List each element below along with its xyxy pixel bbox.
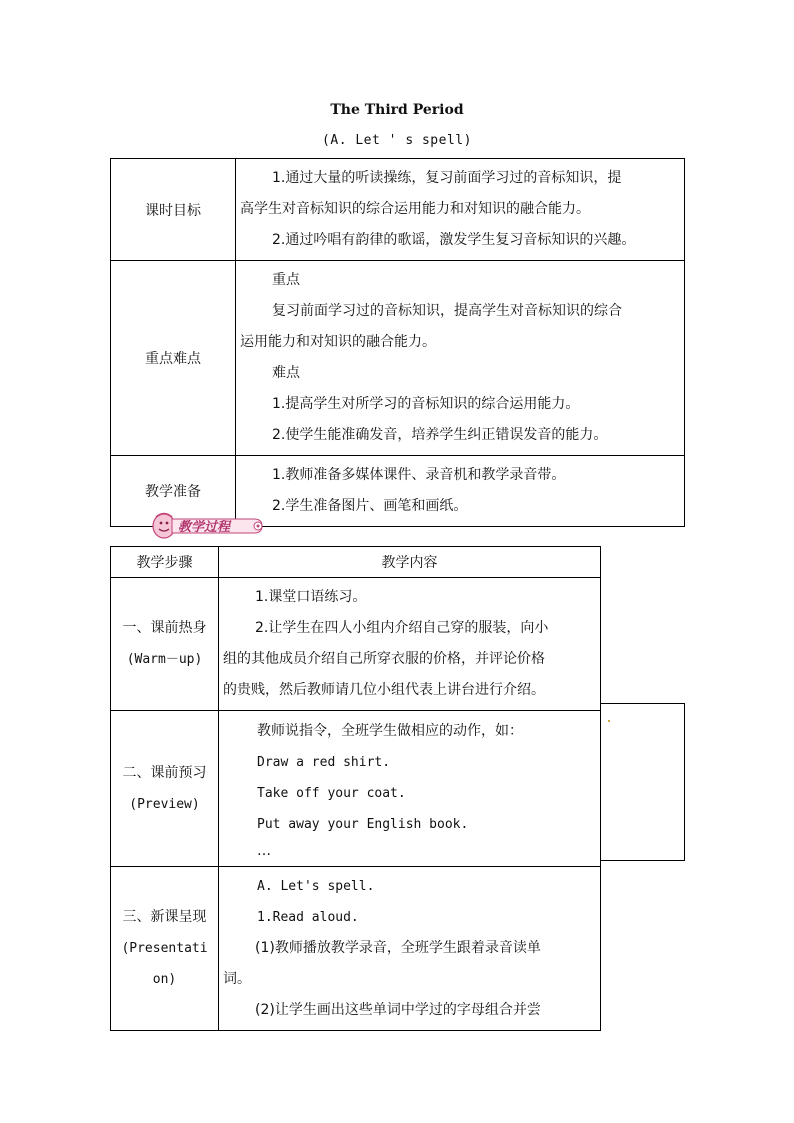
teaching-process-table [110,546,601,1031]
row-content-preparation [236,456,685,527]
content-line: 2.让学生在四人小组内介绍自己穿的服装，向小 [255,620,549,636]
row-label-preview [111,711,219,867]
content-line: 重点 [272,272,300,288]
table-row [111,867,601,1031]
lesson-overview-table [110,158,685,527]
content-line: 1.课堂口语练习。 [255,589,367,605]
content-line: 2.学生准备图片、画笔和画纸。 [272,498,468,514]
teaching-process-logo [150,511,268,541]
content-line: … [257,842,271,859]
label-line: 三、新课呈现 [122,909,207,925]
content-line: 组的其他成员介绍自己所穿衣服的价格，并评论价格 [223,651,545,667]
row-label-warm-up [111,578,219,711]
table-header-row [111,547,601,578]
label-line: (Presentati [121,941,208,956]
row-label-preparation: 教学准备 [111,456,236,527]
row-content-presentation [219,867,601,1031]
row-content-preview [219,711,601,867]
table-row [111,711,601,867]
row-label-presentation [111,867,219,1031]
header-step: 教学步骤 [111,547,219,578]
content-line: 难点 [272,365,300,381]
content-line: 2.通过吟唱有韵律的歌谣，激发学生复习音标知识的兴趣。 [272,232,636,248]
content-line: 复习前面学习过的音标知识，提高学生对音标知识的综合 [272,303,622,319]
table-row [111,261,685,456]
content-line: (1)教师播放教学录音，全班学生跟着录音读单 [255,940,541,956]
label-line: 一、课前热身 [122,620,207,636]
table-row [111,578,601,711]
label-line: (Warm－up) [126,652,203,667]
content-line: 教师说指令，全班学生做相应的动作，如： [257,722,523,739]
document-subtitle: (A. Let ' s spell) [322,133,472,148]
content-line: Take off your coat. [257,785,406,801]
content-line: A. Let's spell. [257,879,375,894]
content-line: 1.提高学生对所学习的音标知识的综合运用能力。 [272,396,580,412]
label-line: 二、课前预习 [122,764,207,781]
label-line: on) [152,972,177,987]
logo-text: 教学过程 [178,520,231,535]
row-content-warm-up [219,578,601,711]
content-line: Draw a red shirt. [257,754,391,770]
header-content: 教学内容 [219,547,601,578]
content-line: 1.教师准备多媒体课件、录音机和教学录音带。 [272,467,566,483]
content-line: 词。 [223,971,251,987]
preview-row-extension [601,703,685,861]
content-line: 1.Read aloud. [257,910,359,925]
content-line: (2)让学生画出这些单词中学过的字母组合并尝 [255,1002,541,1018]
label-line: (Preview) [129,796,200,812]
content-line: 1.通过大量的听读操练，复习前面学习过的音标知识，提 [272,170,622,186]
table-row [111,159,685,261]
row-label-key-points: 重点难点 [111,261,236,456]
document-title: The Third Period [330,102,464,118]
content-line: Put away your English book. [257,816,469,832]
row-content-goals [236,159,685,261]
row-content-key-points [236,261,685,456]
content-line: 的贵贱，然后教师请几位小组代表上讲台进行介绍。 [223,682,545,698]
stray-mark [608,720,610,722]
content-line: 2.使学生能准确发音，培养学生纠正错误发音的能力。 [272,427,608,443]
content-line: 运用能力和对知识的融合能力。 [240,334,436,350]
content-line: 高学生对音标知识的综合运用能力和对知识的融合能力。 [240,201,590,217]
row-label-goals: 课时目标 [111,159,236,261]
